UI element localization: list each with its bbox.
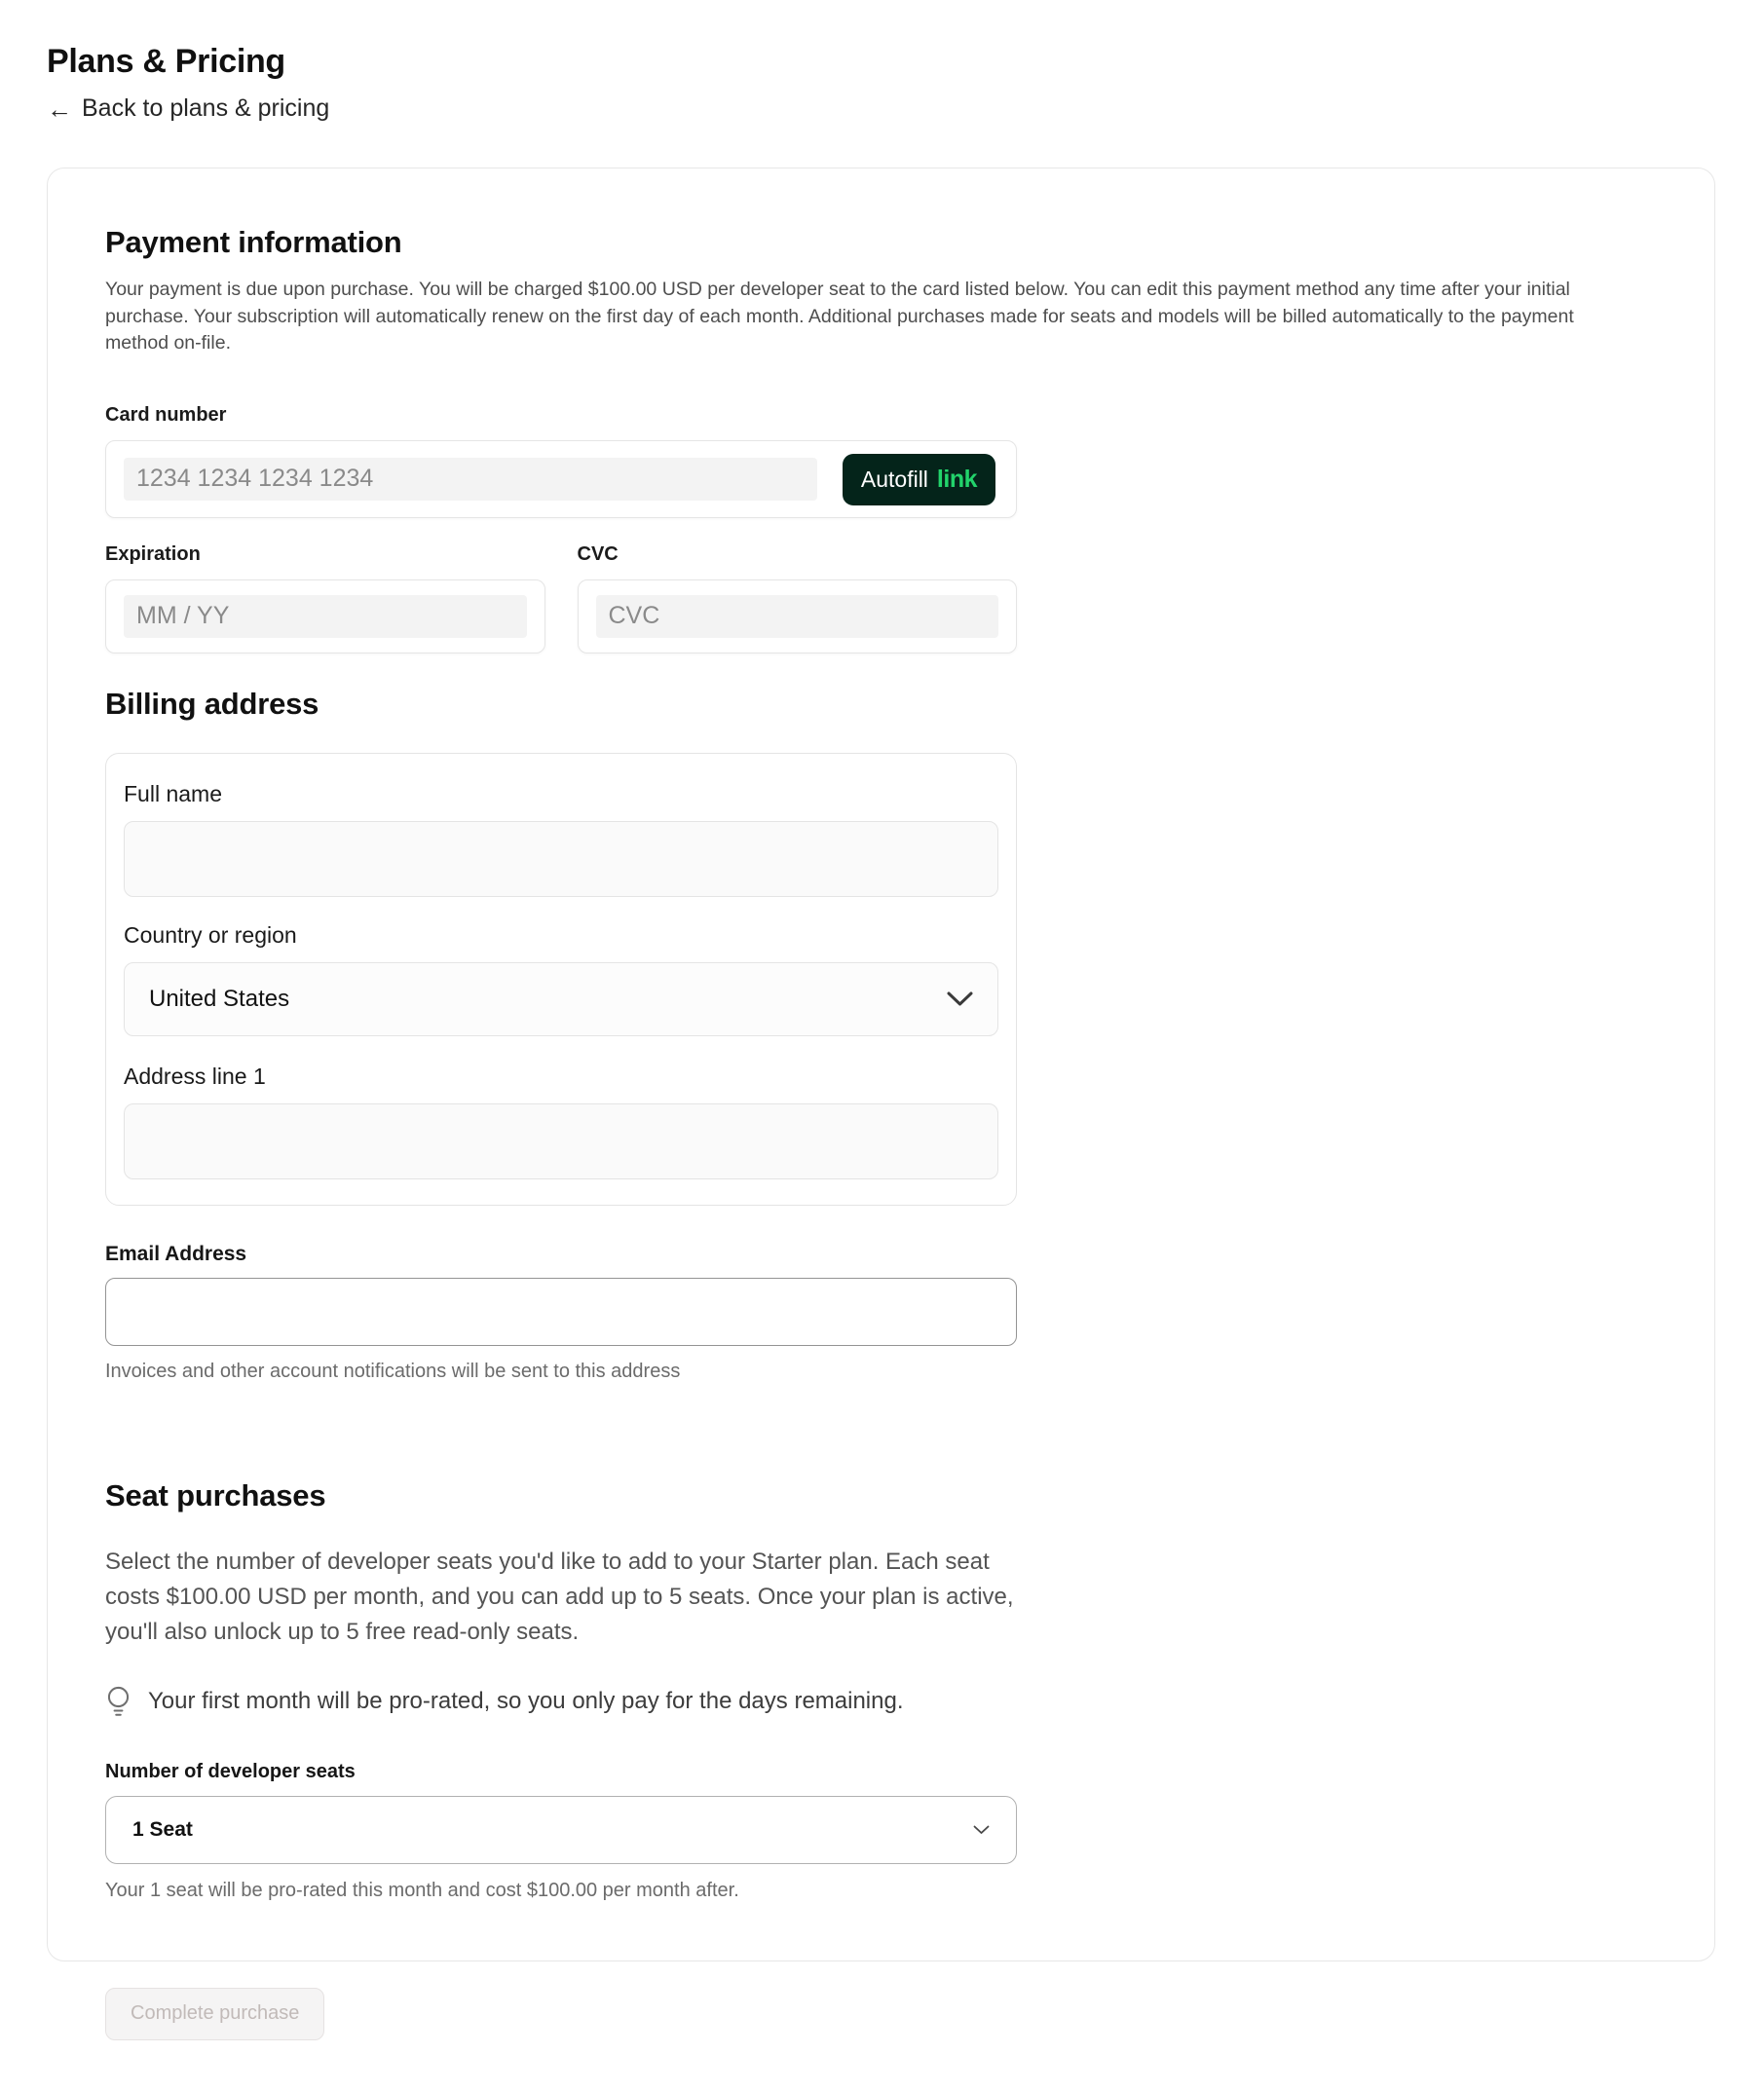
prorate-tip-text: Your first month will be pro-rated, so you only pay for the days remaining. [148,1687,904,1714]
seats-heading: Seat purchases [105,1477,326,1512]
billing-section [105,687,1679,1383]
card-number-placeholder-strip [124,458,817,501]
address-line1-input[interactable] [124,1103,998,1179]
address-line1-label: Address line 1 [124,1063,266,1089]
full-name-input[interactable] [124,821,998,897]
payment-heading: Payment information [105,225,402,259]
payment-section [105,225,1679,653]
seat-count-value: 1 Seat [132,1817,193,1841]
purchase-card [47,168,1715,2024]
complete-purchase-button[interactable]: Complete purchase [105,1988,324,2040]
seats-description: Select the number of developer seats you'd like to add to your Starter plan. Each seat costs $100.00 USD per month, and you can add up to 5 seats. Once your plan is active, you'll also unlock up to 5 free read-only seats. [105,1548,1014,1645]
prorate-tip [105,1685,1679,1718]
seat-count-select[interactable] [105,1796,1017,1864]
back-arrow-icon: ← [47,93,72,124]
card-number-placeholder: 1234 1234 1234 1234 [136,465,374,492]
country-select-value: United States [149,985,290,1012]
expiration-input[interactable] [105,579,545,653]
back-link[interactable] [47,94,329,123]
back-link-label: Back to plans & pricing [82,94,330,122]
email-hint: Invoices and other account notifications will be sent to this address [105,1360,681,1382]
country-label: Country or region [124,921,297,948]
lightbulb-icon [105,1685,131,1718]
expiration-cvc-row [105,543,1017,653]
chevron-down-icon [947,991,973,1007]
chevron-down-icon [973,1825,990,1835]
link-brand-label: link [936,465,977,493]
cvc-placeholder-strip [596,595,999,638]
cvc-input[interactable] [578,579,1018,653]
seat-hint: Your 1 seat will be pro-rated this month and cost $100.00 per month after. [105,1879,739,1901]
expiration-label: Expiration [105,542,201,565]
expiration-placeholder: MM / YY [136,602,230,629]
cvc-placeholder: CVC [608,602,660,629]
country-select[interactable] [124,962,998,1036]
expiration-field [105,543,545,653]
cvc-label: CVC [577,542,619,565]
full-name-label: Full name [124,780,222,806]
card-number-input[interactable] [105,440,1017,518]
autofill-link-button[interactable] [843,454,995,505]
email-input[interactable] [105,1278,1017,1346]
autofill-label: Autofill [860,466,928,492]
email-label: Email Address [105,1242,247,1265]
payment-description: Your payment is due upon purchase. You will be charged $100.00 USD per developer seat to the card listed below. You can edit this payment method any time after your initial purchase. Your subscription will automatically renew on the first day of each month. Additional purchases made for seats and models will be billed automatically to the payment method on-file. [105,279,1574,354]
billing-address-card [105,753,1017,1206]
seats-section [105,1478,1679,2040]
cvc-field [578,543,1018,653]
page-title: Plans & Pricing [47,43,285,80]
seat-count-label: Number of developer seats [105,1760,356,1782]
card-number-label: Card number [105,403,227,426]
expiration-placeholder-strip [124,595,527,638]
billing-heading: Billing address [105,686,319,721]
